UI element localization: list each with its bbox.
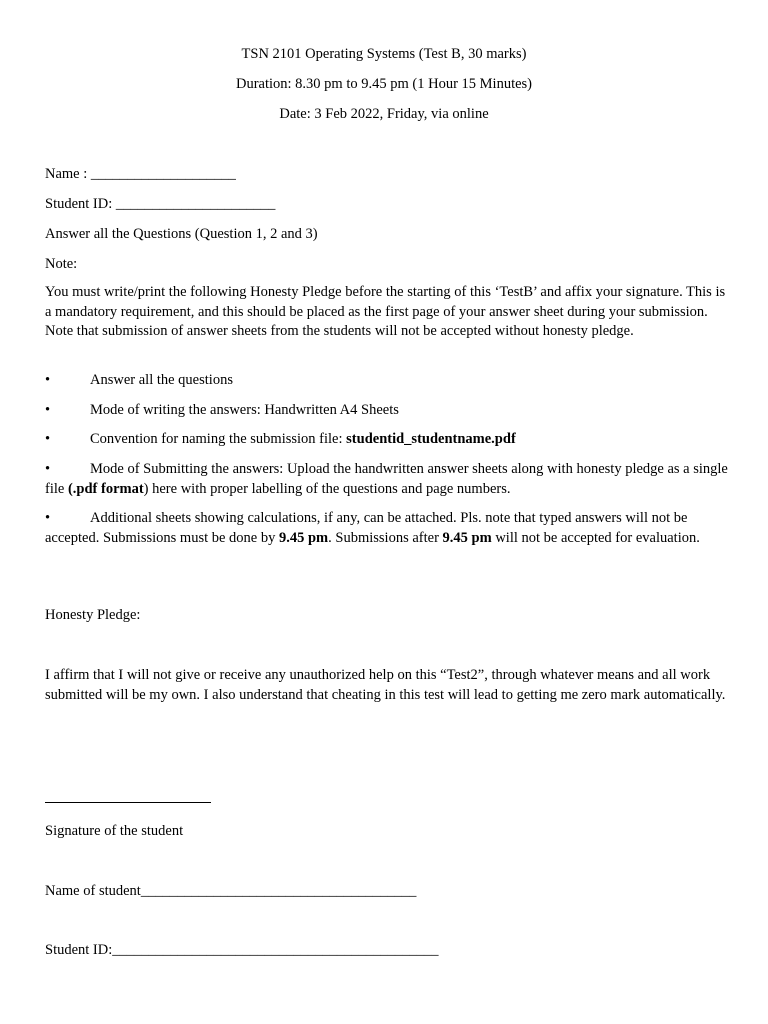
exam-date: Date: 3 Feb 2022, Friday, via online: [279, 106, 489, 122]
deadline-time: 9.45 pm: [442, 529, 492, 546]
honesty-pledge-text: I affirm that I will not give or receive any unauthorized help on this “Test2”, through whatever means and all work submitted will be my own. I also understand that cheating in this test will lead to getting me zero mark automatically.: [45, 667, 726, 703]
bullet-item: [45, 401, 728, 421]
signature-line: [45, 802, 211, 803]
bullet-symbol: •: [45, 431, 51, 447]
signature-student-id-field: Student ID:_____________________________________________: [45, 942, 439, 958]
exam-title: TSN 2101 Operating Systems (Test B, 30 marks): [241, 46, 527, 62]
answer-all-instruction: Answer all the Questions (Question 1, 2 and 3): [45, 226, 318, 242]
name-field: Name : ____________________: [45, 166, 236, 182]
bullet-text: will not be accepted for evaluation.: [491, 529, 700, 546]
bullet-text: Mode of writing the answers: Handwritten A4 Sheets: [90, 402, 399, 418]
bullet-item: [45, 509, 728, 548]
file-naming-convention: studentid_studentname.pdf: [346, 431, 516, 447]
student-id-field: Student ID: ______________________: [45, 196, 276, 212]
bullet-item: [45, 430, 728, 450]
deadline-time: 9.45 pm: [278, 529, 329, 546]
note-text: You must write/print the following Honesty Pledge before the starting of this ‘TestB’ and affix your signature. This is a mandatory requirement, and this should be placed as the first page of your answer sheet during your submission. Note that submission of answer sheets from the students will not be accepted without honesty pledge.: [45, 284, 726, 339]
pdf-format-label: (.pdf format: [67, 480, 144, 497]
bullet-text: Convention for naming the submission file:: [90, 431, 347, 447]
bullet-symbol: •: [45, 402, 51, 418]
bullet-text: Additional sheets showing calculations, if any, can be attached. Pls. note that typed answers will not be accepted. Submissions must be done by: [45, 510, 688, 546]
honesty-pledge-label: Honesty Pledge:: [45, 607, 141, 623]
bullet-text: . Submissions after: [328, 529, 443, 546]
bullet-text: Answer all the questions: [90, 372, 233, 388]
signature-label: Signature of the student: [45, 823, 184, 839]
bullet-text: ) here with proper labelling of the questions and page numbers.: [143, 480, 511, 497]
bullet-symbol: •: [45, 510, 51, 526]
name-of-student-field: Name of student______________________________________: [45, 883, 417, 899]
bullet-text: Mode of Submitting the answers: Upload the handwritten answer sheets along with honesty pledge as a single file: [45, 461, 728, 497]
note-label: Note:: [45, 256, 78, 272]
exam-duration: Duration: 8.30 pm to 9.45 pm (1 Hour 15 Minutes): [235, 76, 533, 92]
bullet-item: [45, 460, 728, 499]
bullet-symbol: •: [45, 372, 51, 388]
bullet-symbol: •: [45, 461, 51, 477]
bullet-item: [45, 371, 728, 391]
